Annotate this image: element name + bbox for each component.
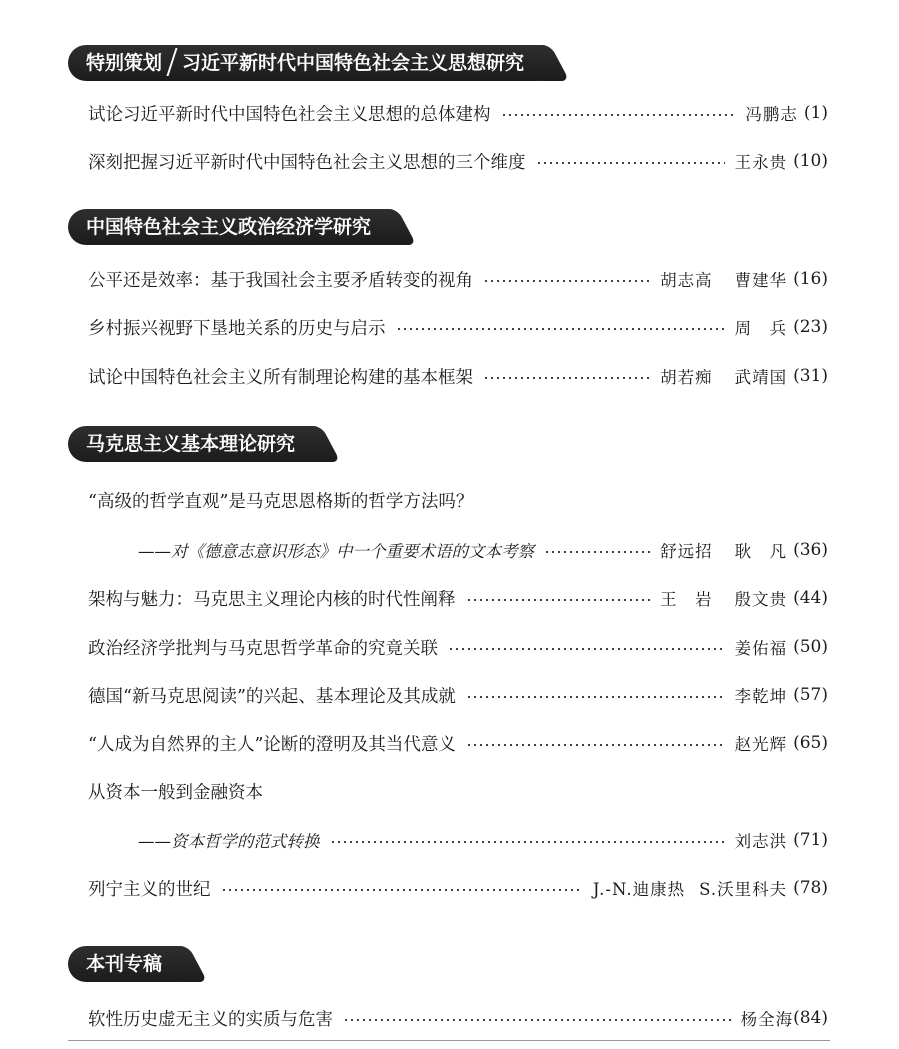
section-header-label: 特别策划 xyxy=(86,52,163,74)
page-number: (78) xyxy=(793,878,828,898)
article-author: 刘志洪 xyxy=(734,832,788,851)
section-header-special-planning xyxy=(68,45,546,81)
article-author: 姜佑福 xyxy=(734,639,788,658)
article-author: 赵光辉 xyxy=(734,735,788,754)
article-title: 试论习近平新时代中国特色社会主义思想的总体建构 xyxy=(88,104,491,125)
page-number: (10) xyxy=(793,151,828,171)
article-author: 王永贵 xyxy=(734,153,788,172)
page-number: (1) xyxy=(803,103,828,123)
page-number: (44) xyxy=(793,588,828,608)
toc-entry[interactable] xyxy=(88,362,828,390)
page-number: (57) xyxy=(793,685,828,705)
page-number: (16) xyxy=(793,269,828,289)
article-title: 软性历史虚无主义的实质与危害 xyxy=(88,1009,333,1030)
toc-entry[interactable] xyxy=(88,584,828,612)
author-name: S.沃里科夫 xyxy=(699,880,788,899)
toc-entry[interactable] xyxy=(88,729,828,757)
article-title: 深刻把握习近平新时代中国特色社会主义思想的三个维度 xyxy=(88,152,526,173)
article-author xyxy=(660,267,787,291)
section-header-political-economy xyxy=(68,209,393,245)
dot-leader xyxy=(483,377,650,379)
article-title: “高级的哲学直观”是马克思恩格斯的哲学方法吗？ xyxy=(88,491,474,512)
dot-leader xyxy=(483,280,650,282)
author-name: 王 岩 xyxy=(660,590,713,609)
dot-leader xyxy=(466,744,725,746)
author-name: 武靖国 xyxy=(734,368,788,387)
dot-leader xyxy=(330,841,725,843)
dot-leader xyxy=(536,162,725,164)
article-author xyxy=(660,586,787,610)
article-author: 杨全海 xyxy=(740,1010,794,1029)
section-header-label: 本刊专稿 xyxy=(86,953,163,975)
dot-leader xyxy=(343,1019,731,1021)
section-header-label: 中国特色社会主义政治经济学研究 xyxy=(86,216,372,238)
article-title: 公平还是效率：基于我国社会主要矛盾转变的视角 xyxy=(88,270,473,291)
article-title: 乡村振兴视野下垦地关系的历史与启示 xyxy=(88,318,386,339)
page-number: (71) xyxy=(793,830,828,850)
toc-entry[interactable] xyxy=(88,1004,828,1032)
page-number: (84) xyxy=(793,1008,828,1028)
author-name: 胡志高 xyxy=(660,271,713,290)
article-subtitle: ——对《德意志意识形态》中一个重要术语的文本考察 xyxy=(138,542,534,561)
divider xyxy=(68,1040,830,1041)
article-subtitle: ——资本哲学的范式转换 xyxy=(138,832,320,851)
toc-entry[interactable] xyxy=(88,486,828,514)
dot-leader xyxy=(448,648,725,650)
article-title: 试论中国特色社会主义所有制理论构建的基本框架 xyxy=(88,367,473,388)
article-title: “人成为自然界的主人”论断的澄明及其当代意义 xyxy=(88,734,456,755)
page-number: (50) xyxy=(793,637,828,657)
article-title: 德国“新马克思阅读”的兴起、基本理论及其成就 xyxy=(88,686,456,707)
page-number: (36) xyxy=(793,540,828,560)
toc-entry[interactable] xyxy=(88,313,828,341)
section-header-marxism-theory xyxy=(68,426,317,462)
toc-entry[interactable] xyxy=(88,633,828,661)
toc-entry[interactable] xyxy=(88,99,828,127)
author-name: 舒远招 xyxy=(660,542,713,561)
toc-entry[interactable] xyxy=(88,265,828,293)
author-name: 殷文贵 xyxy=(734,590,788,609)
dot-leader xyxy=(221,889,583,891)
article-author xyxy=(660,364,787,388)
section-header-featured-article xyxy=(68,946,184,982)
article-title: 从资本一般到金融资本 xyxy=(88,782,263,803)
toc-entry[interactable] xyxy=(88,147,828,175)
dot-leader xyxy=(544,551,650,553)
article-author: 周 兵 xyxy=(734,319,788,338)
toc-entry-subtitle[interactable] xyxy=(138,826,828,854)
toc-entry[interactable] xyxy=(88,874,828,902)
dot-leader xyxy=(466,599,651,601)
section-header-label: 马克思主义基本理论研究 xyxy=(86,433,296,455)
dot-leader xyxy=(501,114,736,116)
toc-entry[interactable] xyxy=(88,681,828,709)
toc-entry-subtitle[interactable] xyxy=(138,536,828,564)
article-title: 架构与魅力：马克思主义理论内核的时代性阐释 xyxy=(88,589,456,610)
toc-entry[interactable] xyxy=(88,777,828,805)
author-name: J.-N.迪康热 xyxy=(592,880,686,899)
author-name: 胡若痴 xyxy=(660,368,713,387)
dot-leader xyxy=(466,696,725,698)
dot-leader xyxy=(396,328,725,330)
author-name: 曹建华 xyxy=(734,271,788,290)
article-author: 冯鹏志 xyxy=(745,105,798,124)
article-title: 政治经济学批判与马克思哲学革命的究竟关联 xyxy=(88,638,438,659)
article-author xyxy=(593,876,787,900)
page-number: (65) xyxy=(793,733,828,753)
article-title: 列宁主义的世纪 xyxy=(88,879,211,900)
article-author xyxy=(660,538,787,562)
section-header-sublabel: 习近平新时代中国特色社会主义思想研究 xyxy=(182,52,525,74)
article-author: 李乾坤 xyxy=(734,687,788,706)
slash-divider xyxy=(166,48,177,76)
author-name: 耿 凡 xyxy=(734,542,788,561)
page-number: (23) xyxy=(793,317,828,337)
page-number: (31) xyxy=(793,366,828,386)
